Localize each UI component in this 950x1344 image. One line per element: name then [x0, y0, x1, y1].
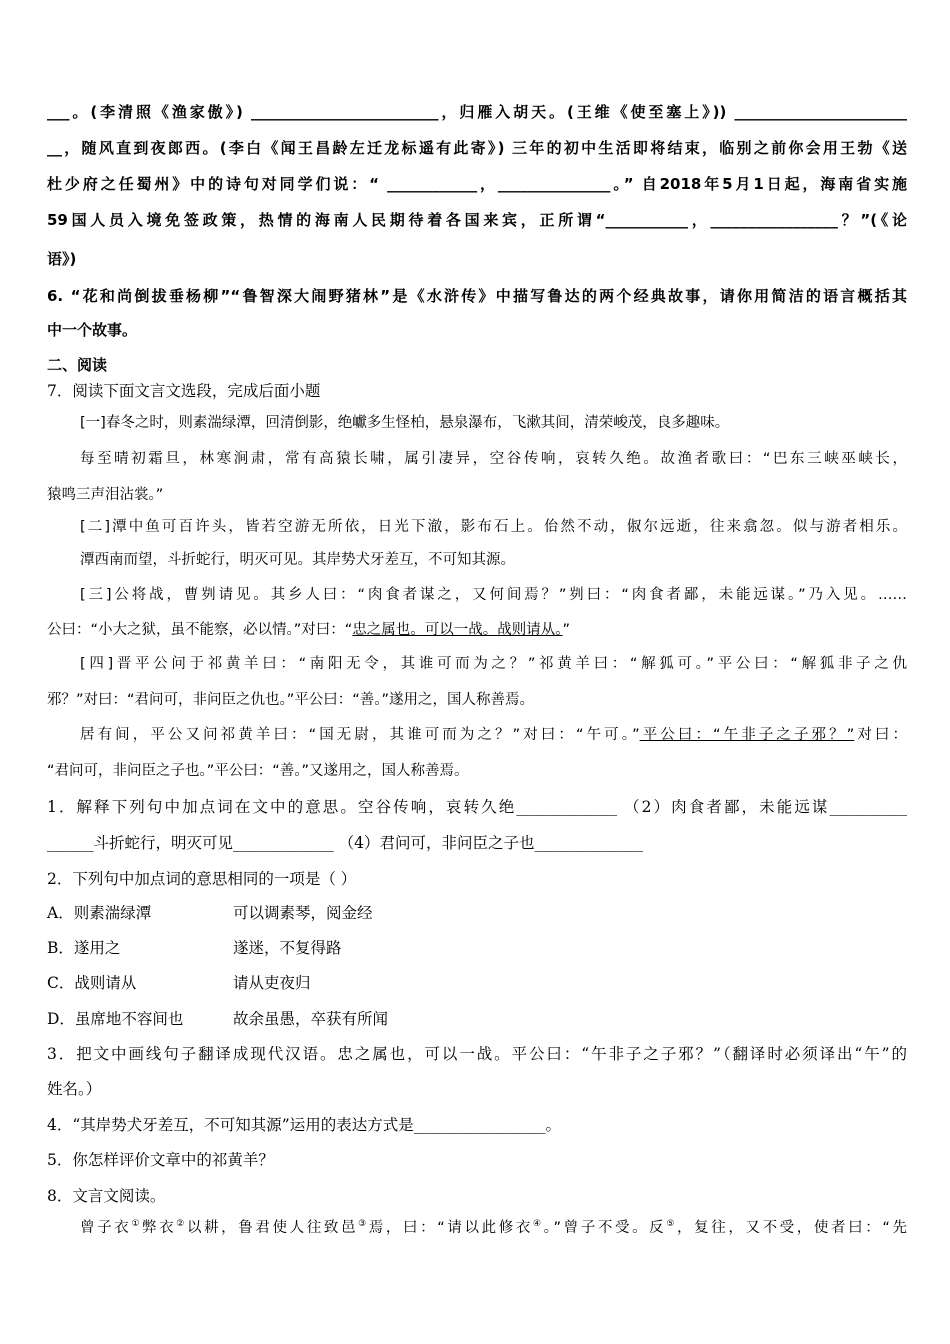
sub-q4: 4．“其岸势犬牙差互，不可知其源”运用的表达方式是_________________。 — [47, 1116, 561, 1134]
q7-passage-4b-text: 公曰：“小大之狱，虽不能察，必以情。”对曰：“ — [47, 622, 353, 638]
q8-text-5: 。”曾子不受。反 — [543, 1220, 667, 1236]
fill-line-5: 语》) — [47, 250, 77, 268]
q7-passage-2b: 猿鸣三声泪沾裳。” — [47, 487, 164, 503]
fill-line-3: 杜少府之任蜀州》中的诗句对同学们说：“ ____________，_______________。” 自2018年5月1日起，海南省实施 — [47, 175, 907, 193]
underlined-sentence-2: 平公曰：“午非子之子邪？” — [639, 727, 855, 743]
option-d-left: D．虽席地不容间也 — [47, 1010, 184, 1028]
q6-line-2: 中一个故事。 — [47, 321, 138, 339]
fill-line-1: ___。(李清照《渔家傲》) _________________________，归雁入胡天。(王维《使至塞上》)) _______________________ — [47, 103, 907, 121]
q6-line-1: 6. “花和尚倒拔垂杨柳”“鲁智深大闹野猪林”是《水浒传》中描写鲁达的两个经典故事，请你用简洁的语言概括其 — [47, 287, 907, 305]
option-a — [47, 902, 907, 924]
q8-passage-line-1 — [80, 1217, 907, 1239]
option-c-right: 请从吏夜归 — [233, 974, 311, 992]
q7-passage-3b: 潭西南而望，斗折蛇行，明灭可见。其岸势犬牙差互，不可知其源。 — [80, 552, 515, 568]
option-b-right: 遂迷，不复得路 — [233, 939, 342, 957]
q7-passage-6b: “君问可，非问臣之子也。”平公曰：“善。”又遂用之，国人称善焉。 — [47, 763, 469, 779]
sub-q5: 5．你怎样评价文章中的祁黄羊？ — [47, 1151, 274, 1169]
sub-q1-line-2: ______斗折蛇行，明灭可见_____________ （4）君问可，非问臣之子也______________ — [47, 834, 644, 852]
option-a-right: 可以调素琴，阅金经 — [233, 904, 373, 922]
q7-passage-4b — [47, 619, 907, 641]
q7-passage-6a-end: 对曰： — [854, 727, 908, 743]
option-c — [47, 972, 907, 994]
q7-passage-2a: 每至晴初霜旦，林寒涧肃，常有高猿长啸，属引凄异，空谷传响，哀转久绝。故渔者歌曰：“巴东三峡巫峡长， — [80, 451, 907, 467]
underlined-sentence-1: 忠之属也。可以一战。战则请从。 — [352, 622, 563, 638]
option-d — [47, 1008, 907, 1030]
q7-passage-4b-end: ” — [562, 622, 571, 638]
option-d-right: 故余虽愚，卒获有所闻 — [233, 1010, 389, 1028]
sub-q2: 2．下列句中加点词的意思相同的一项是（ ） — [47, 870, 357, 888]
q8-text-2: 弊衣 — [142, 1220, 177, 1236]
fill-line-4: 59国人员入境免签政策，热情的海南人民期待着各国来宾，正所谓“___________，_________________？”(《论 — [47, 211, 907, 229]
q7-passage-3a: [二]潭中鱼可百许头，皆若空游无所依，日光下澈，影布石上。佁然不动，俶尔远逝，往来翕忽。似与游者相乐。 — [80, 519, 907, 535]
q8-text-6: ，复往，又不受，使者曰：“先 — [677, 1220, 907, 1236]
option-b-left: B．遂用之 — [47, 939, 121, 957]
option-b — [47, 937, 907, 959]
sub-q3-line-1: 3．把文中画线句子翻译成现代汉语。忠之属也，可以一战。平公曰：“午非子之子邪？”（翻译时必须译出“午”的 — [47, 1045, 907, 1063]
footnote-1: ① — [131, 1219, 143, 1230]
section-two-heading: 二、阅读 — [47, 356, 108, 374]
option-c-left: C．战则请从 — [47, 974, 137, 992]
q7-passage-6a-text: 居有间，平公又问祁黄羊曰：“国无尉，其谁可而为之？”对曰：“午可。” — [80, 727, 640, 743]
q8-text-1: 曾子衣 — [80, 1220, 132, 1236]
fill-line-2: __，随风直到夜郎西。(李白《闻王昌龄左迁龙标遥有此寄》) 三年的初中生活即将结束，临别之前你会用王勃《送 — [47, 139, 907, 157]
footnote-3: ③ — [358, 1219, 369, 1230]
footnote-2: ② — [176, 1219, 187, 1230]
sub-q1-line-1: 1．解释下列句中加点词在文中的意思。空谷传响，哀转久绝_____________ （2）肉食者鄙，未能远谋__________ — [47, 798, 907, 816]
option-a-left: A．则素湍绿潭 — [47, 904, 152, 922]
footnote-5: ⑤ — [666, 1219, 677, 1230]
q7-passage-4a: [三]公将战，曹刿请见。其乡人曰：“肉食者谋之，又何间焉？”刿曰：“肉食者鄙，未能远谋。”乃入见。…… — [80, 587, 907, 603]
q8-text-4: 焉，曰：“请以此修衣 — [368, 1220, 533, 1236]
q7-title: 7．阅读下面文言文选段，完成后面小题 — [47, 382, 321, 400]
footnote-4: ④ — [532, 1219, 544, 1230]
q8-text-3: 以耕，鲁君使人往致邑 — [186, 1220, 359, 1236]
sub-q3-line-2: 姓名。） — [47, 1080, 102, 1098]
q8-title: 8．文言文阅读。 — [47, 1187, 166, 1205]
q7-passage-1: [一]春冬之时，则素湍绿潭，回清倒影，绝巘多生怪柏，悬泉瀑布，飞漱其间，清荣峻茂，良多趣味。 — [80, 415, 730, 431]
q7-passage-6a — [80, 724, 907, 746]
q7-passage-5b: 邪？”对曰：“君问可，非问臣之仇也。”平公曰：“善。”遂用之，国人称善焉。 — [47, 692, 535, 708]
q7-passage-5a: [四]晋平公问于祁黄羊曰：“南阳无令，其谁可而为之？”祁黄羊曰：“解狐可。”平公曰：“解狐非子之仇 — [80, 656, 907, 672]
